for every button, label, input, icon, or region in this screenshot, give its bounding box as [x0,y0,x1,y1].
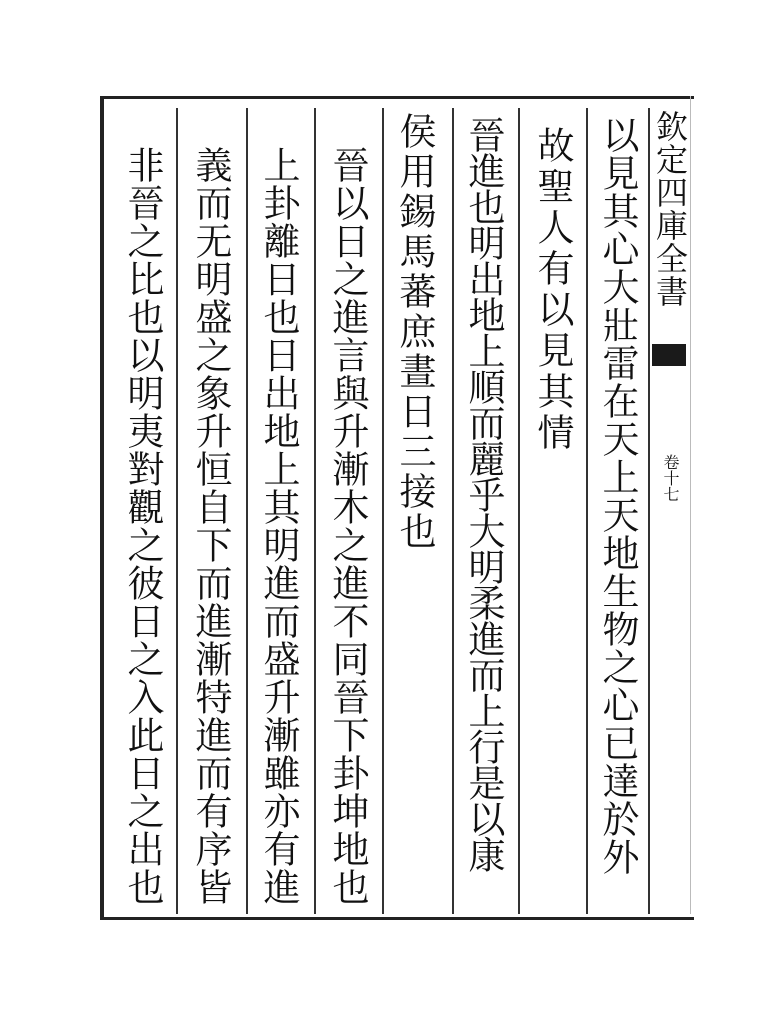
column-rule [586,108,588,914]
text-column-8: 非晉之比也以明夷對觀之彼日之入此日之出也 [121,146,164,906]
text-column-3: 晉進也明出地上順而麗乎大明柔進而上行是以康 [462,116,505,872]
text-column-2: 故聖人有以見其情 [531,126,574,454]
column-rule [452,108,454,914]
text-column-1: 以見其心大壯雷在天上天地生物之心已達於外 [596,116,639,876]
text-column-4: 侯用錫馬蕃庶晝日三接也 [393,112,436,552]
column-rule [518,108,520,914]
text-column-7: 義而无明盛之象升恒自下而進漸特進而有序皆 [189,146,232,906]
margin-column [648,96,690,914]
volume-label: 卷十七 [661,454,680,502]
book-title: 欽定四庫全書 [651,110,689,308]
column-rule [382,108,384,914]
column-rule [176,108,178,914]
column-rule [246,108,248,914]
text-column-6: 上卦離日也日出地上其明進而盛升漸雖亦有進 [257,146,300,906]
outer-margin-line [690,96,691,914]
column-rule [314,108,316,914]
text-column-5: 晉以日之進言與升漸木之進不同晉下卦坤地也 [326,146,369,906]
fish-tail-mark [652,344,686,366]
